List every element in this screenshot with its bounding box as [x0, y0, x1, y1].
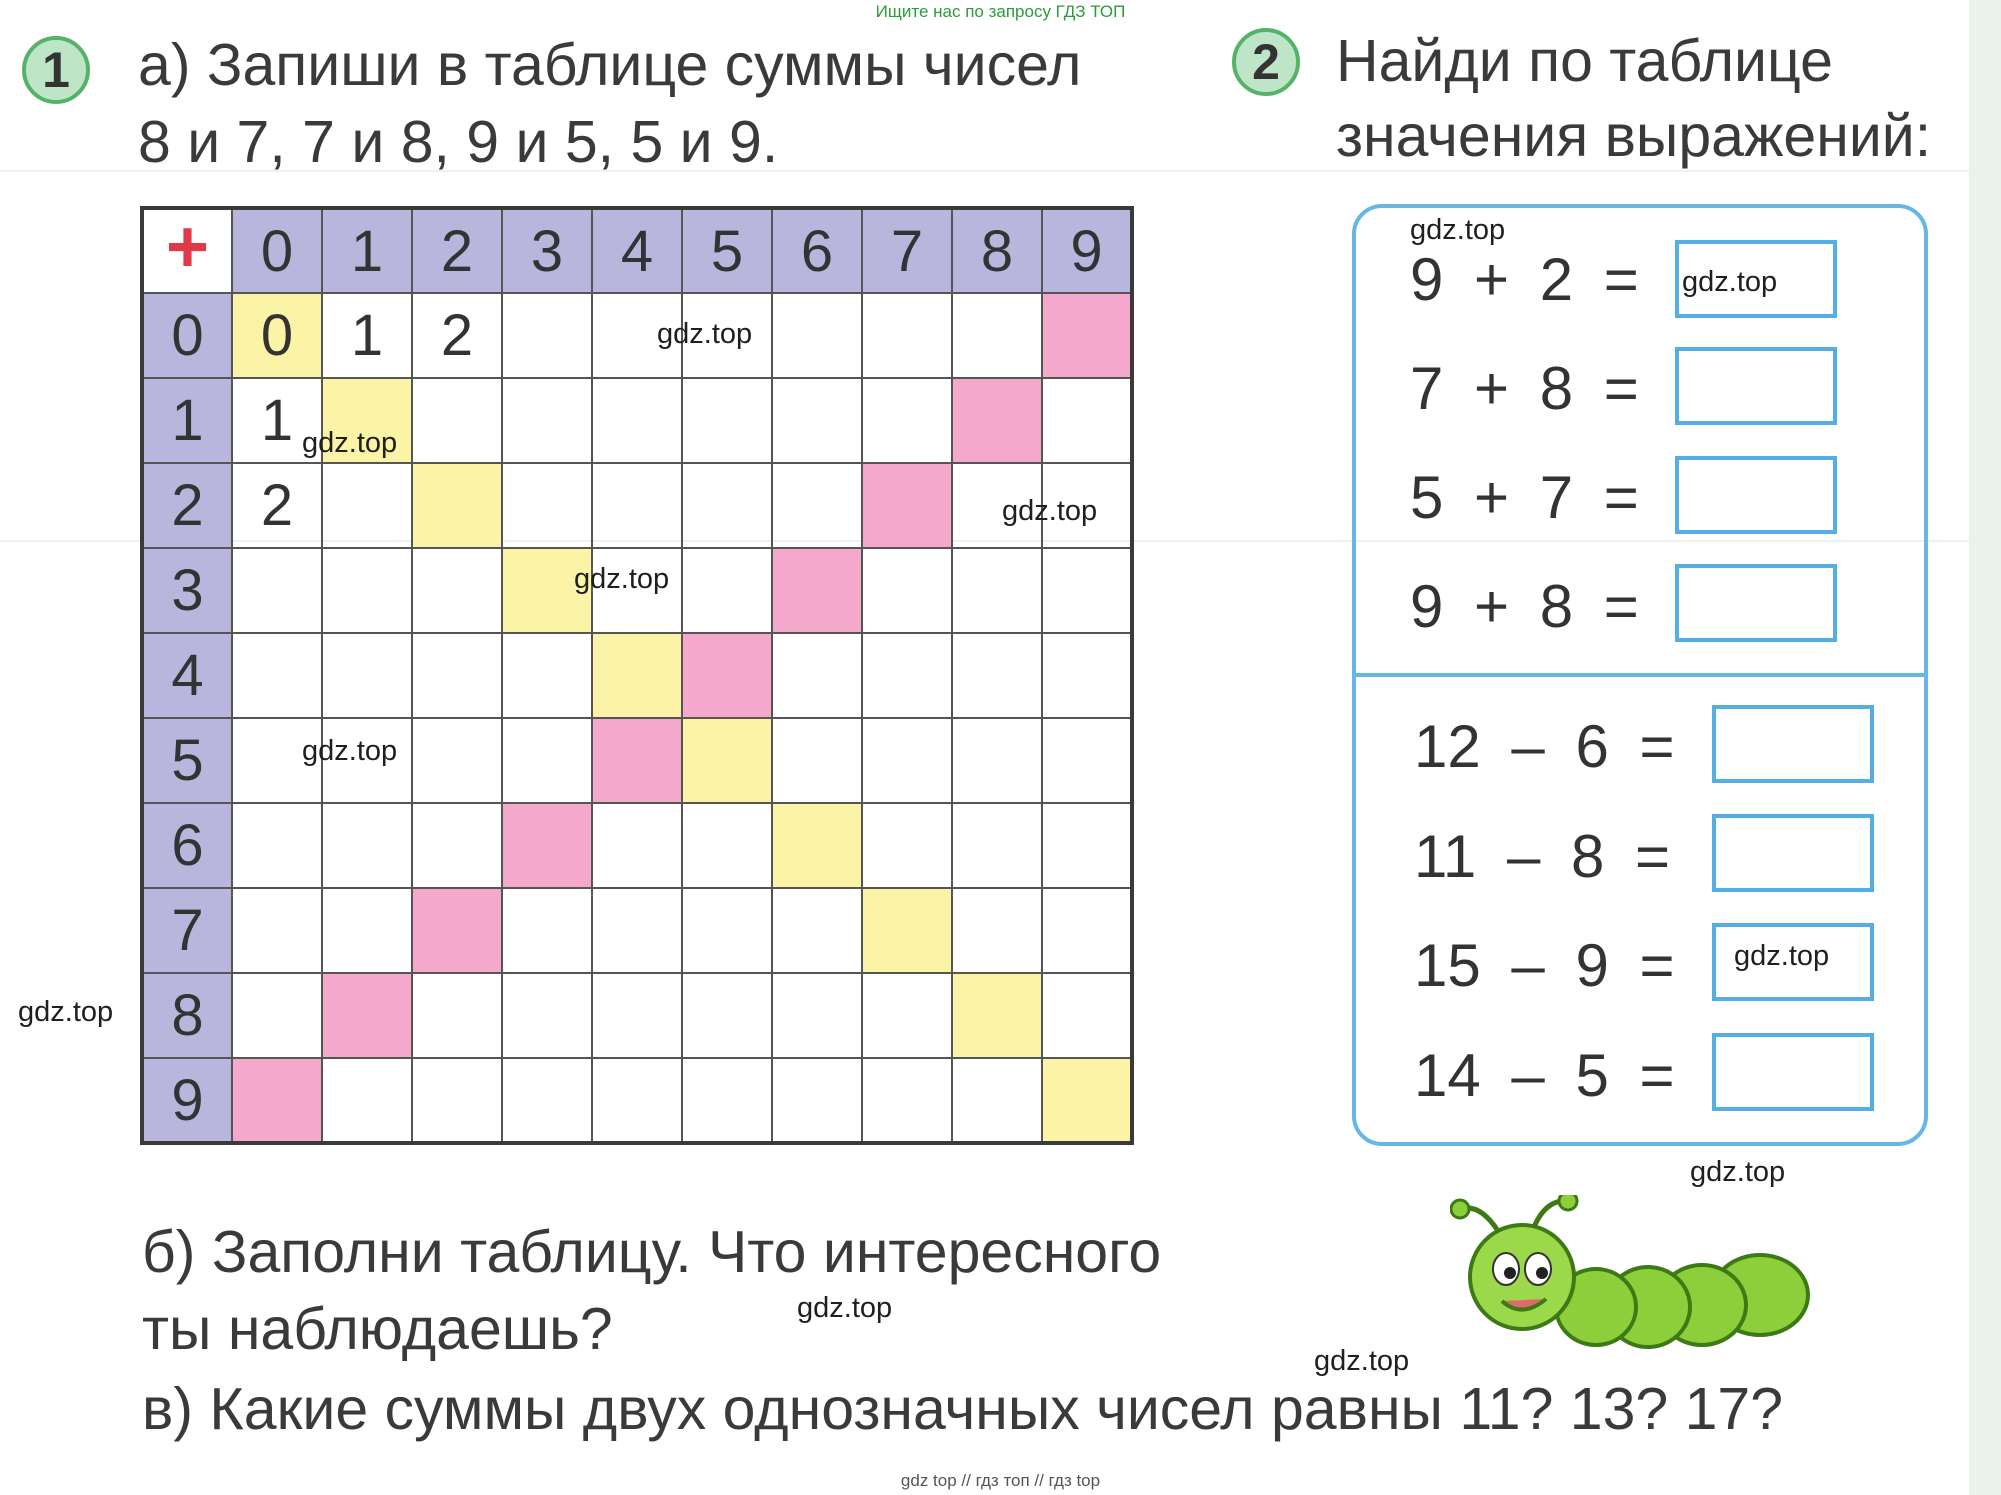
table-cell[interactable]	[592, 803, 682, 888]
table-cell[interactable]	[1042, 888, 1132, 973]
column-header: 1	[322, 208, 412, 293]
table-cell[interactable]	[1042, 1058, 1132, 1143]
watermark: gdz.top	[302, 427, 398, 459]
expression-sub-4: 14 – 5 =	[1414, 1042, 1675, 1109]
table-cell[interactable]	[232, 1058, 322, 1143]
table-cell[interactable]	[322, 463, 412, 548]
task1-part-b-line1: б) Заполни таблицу. Что интересного	[142, 1219, 1162, 1285]
table-cell[interactable]	[412, 973, 502, 1058]
watermark: gdz.top	[657, 318, 753, 350]
row-header: 9	[142, 1058, 232, 1143]
task1-number-badge: 1	[22, 36, 90, 104]
watermark: gdz.top	[1690, 1156, 1786, 1188]
table-cell[interactable]	[412, 548, 502, 633]
table-cell[interactable]	[862, 293, 952, 378]
task1-line1: а) Запиши в таблице суммы чисел	[138, 32, 1082, 98]
row-header: 6	[142, 803, 232, 888]
table-cell[interactable]	[502, 633, 592, 718]
table-cell[interactable]	[772, 888, 862, 973]
table-cell[interactable]	[772, 803, 862, 888]
table-cell[interactable]	[322, 633, 412, 718]
table-cell[interactable]	[412, 633, 502, 718]
column-header: 8	[952, 208, 1042, 293]
table-row	[142, 803, 1132, 888]
table-row	[142, 378, 1132, 463]
table-row	[142, 463, 1132, 548]
table-cell[interactable]	[682, 803, 772, 888]
watermark: gdz.top	[1002, 495, 1098, 527]
table-cell[interactable]	[592, 718, 682, 803]
table-cell[interactable]	[1042, 803, 1132, 888]
table-row	[142, 973, 1132, 1058]
table-cell[interactable]	[952, 803, 1042, 888]
table-cell[interactable]	[232, 548, 322, 633]
table-cell[interactable]	[412, 718, 502, 803]
plus-icon: +	[165, 204, 210, 288]
table-header-row	[142, 208, 1132, 293]
column-header: 7	[862, 208, 952, 293]
row-header: 4	[142, 633, 232, 718]
column-header: 5	[682, 208, 772, 293]
table-cell[interactable]	[322, 973, 412, 1058]
addition-table	[140, 206, 1134, 1145]
table-cell[interactable]	[592, 378, 682, 463]
answer-box-add-2[interactable]	[1675, 347, 1837, 425]
table-cell[interactable]	[1042, 548, 1132, 633]
table-row	[142, 633, 1132, 718]
watermark: gdz.top	[1410, 214, 1506, 246]
table-cell[interactable]	[412, 1058, 502, 1143]
table-cell[interactable]	[232, 803, 322, 888]
table-row	[142, 293, 1132, 378]
table-cell[interactable]	[1042, 378, 1132, 463]
table-cell[interactable]	[232, 973, 322, 1058]
table-cell[interactable]	[862, 548, 952, 633]
row-header: 2	[142, 463, 232, 548]
task2-number-badge: 2	[1232, 28, 1300, 96]
table-cell[interactable]	[952, 293, 1042, 378]
table-cell[interactable]	[502, 888, 592, 973]
column-header: 9	[1042, 208, 1132, 293]
table-cell[interactable]	[772, 1058, 862, 1143]
table-cell[interactable]	[1042, 973, 1132, 1058]
row-header: 0	[142, 293, 232, 378]
table-cell[interactable]	[862, 803, 952, 888]
table-cell[interactable]	[772, 293, 862, 378]
header-note: Ищите нас по запросу ГДЗ ТОП	[875, 2, 1126, 21]
task2-line1: Найди по таблице	[1336, 28, 1833, 94]
table-cell[interactable]	[502, 973, 592, 1058]
table-cell[interactable]	[682, 463, 772, 548]
answer-box-add-3[interactable]	[1675, 456, 1837, 534]
watermark: gdz.top	[797, 1292, 893, 1324]
table-cell[interactable]	[682, 888, 772, 973]
table-cell[interactable]	[592, 633, 682, 718]
table-cell[interactable]	[502, 463, 592, 548]
task1-part-c: в) Какие суммы двух однозначных чисел равны 11? 13? 17?	[142, 1376, 1784, 1442]
table-cell[interactable]	[502, 378, 592, 463]
table-row	[142, 888, 1132, 973]
table-cell[interactable]	[682, 718, 772, 803]
table-cell[interactable]	[502, 293, 592, 378]
table-cell[interactable]	[322, 1058, 412, 1143]
table-cell[interactable]	[952, 888, 1042, 973]
table-cell[interactable]	[952, 973, 1042, 1058]
page-edge-strip	[1969, 0, 2001, 1495]
answer-box-sub-1[interactable]	[1712, 705, 1874, 783]
row-header: 3	[142, 548, 232, 633]
table-cell[interactable]	[682, 548, 772, 633]
row-header: 1	[142, 378, 232, 463]
table-cell[interactable]	[1042, 633, 1132, 718]
table-cell[interactable]	[952, 548, 1042, 633]
table-cell[interactable]	[682, 1058, 772, 1143]
table-cell[interactable]	[502, 803, 592, 888]
watermark: gdz.top	[18, 996, 114, 1028]
table-cell[interactable]	[772, 548, 862, 633]
table-cell[interactable]	[1042, 293, 1132, 378]
row-header: 5	[142, 718, 232, 803]
row-header: 8	[142, 973, 232, 1058]
task1-line2: 8 и 7, 7 и 8, 9 и 5, 5 и 9.	[138, 109, 779, 175]
table-cell[interactable]: 2	[412, 293, 502, 378]
table-cell[interactable]	[1042, 718, 1132, 803]
table-cell[interactable]	[772, 633, 862, 718]
table-row	[142, 718, 1132, 803]
table-cell[interactable]	[592, 1058, 682, 1143]
table-cell[interactable]	[412, 803, 502, 888]
table-cell[interactable]	[232, 888, 322, 973]
table-cell[interactable]	[862, 378, 952, 463]
column-header: 0	[232, 208, 322, 293]
table-cell[interactable]	[592, 973, 682, 1058]
answer-box-add-4[interactable]	[1675, 564, 1837, 642]
table-cell[interactable]	[862, 718, 952, 803]
task2-line2: значения выражений:	[1336, 103, 1932, 169]
table-cell[interactable]	[772, 718, 862, 803]
table-cell[interactable]	[322, 803, 412, 888]
table-cell[interactable]: 1	[322, 293, 412, 378]
table-cell[interactable]	[592, 463, 682, 548]
answer-box-sub-2[interactable]	[1712, 814, 1874, 892]
row-header: 7	[142, 888, 232, 973]
table-cell[interactable]	[322, 548, 412, 633]
table-row	[142, 1058, 1132, 1143]
table-cell[interactable]	[862, 973, 952, 1058]
table-cell[interactable]	[592, 888, 682, 973]
expressions-divider	[1352, 673, 1928, 677]
table-cell[interactable]	[952, 718, 1042, 803]
table-cell[interactable]	[952, 633, 1042, 718]
table-cell[interactable]	[682, 973, 772, 1058]
expression-add-2: 7 + 8 =	[1410, 355, 1639, 422]
table-cell[interactable]	[862, 1058, 952, 1143]
table-cell[interactable]	[502, 1058, 592, 1143]
table-cell[interactable]	[412, 378, 502, 463]
expression-add-1: 9 + 2 =	[1410, 246, 1639, 313]
watermark: gdz.top	[574, 563, 670, 595]
table-cell[interactable]	[412, 463, 502, 548]
table-cell[interactable]	[772, 973, 862, 1058]
plus-sign-corner	[142, 204, 232, 293]
table-cell[interactable]	[772, 378, 862, 463]
expression-add-3: 5 + 7 =	[1410, 464, 1639, 531]
table-cell[interactable]	[952, 1058, 1042, 1143]
table-cell[interactable]	[862, 463, 952, 548]
watermark: gdz.top	[1682, 266, 1778, 298]
watermark: gdz.top	[1314, 1345, 1410, 1377]
column-header: 2	[412, 208, 502, 293]
expression-sub-3: 15 – 9 =	[1414, 932, 1675, 999]
watermark: gdz.top	[302, 735, 398, 767]
watermark: gdz.top	[1734, 940, 1830, 972]
column-header: 6	[772, 208, 862, 293]
table-cell[interactable]	[682, 633, 772, 718]
column-header: 3	[502, 208, 592, 293]
table-cell[interactable]: 1	[232, 378, 322, 463]
expression-add-4: 9 + 8 =	[1410, 573, 1639, 640]
table-cell[interactable]: 0	[232, 293, 322, 378]
answer-box-sub-4[interactable]	[1712, 1033, 1874, 1111]
footer-note: gdz top // гдз топ // гдз top	[900, 1471, 1101, 1490]
table-cell[interactable]	[862, 633, 952, 718]
caterpillar-illustration	[1450, 1195, 1830, 1355]
table-cell[interactable]	[502, 718, 592, 803]
table-cell[interactable]: 2	[232, 463, 322, 548]
table-cell[interactable]	[412, 888, 502, 973]
table-cell[interactable]	[682, 378, 772, 463]
column-header: 4	[592, 208, 682, 293]
expression-sub-1: 12 – 6 =	[1414, 713, 1675, 780]
table-cell[interactable]	[772, 463, 862, 548]
expression-sub-2: 11 – 8 =	[1414, 823, 1671, 890]
task1-part-b-line2: ты наблюдаешь?	[142, 1296, 613, 1362]
table-cell[interactable]	[952, 378, 1042, 463]
table-cell[interactable]	[862, 888, 952, 973]
table-cell[interactable]	[232, 633, 322, 718]
table-cell[interactable]	[322, 888, 412, 973]
